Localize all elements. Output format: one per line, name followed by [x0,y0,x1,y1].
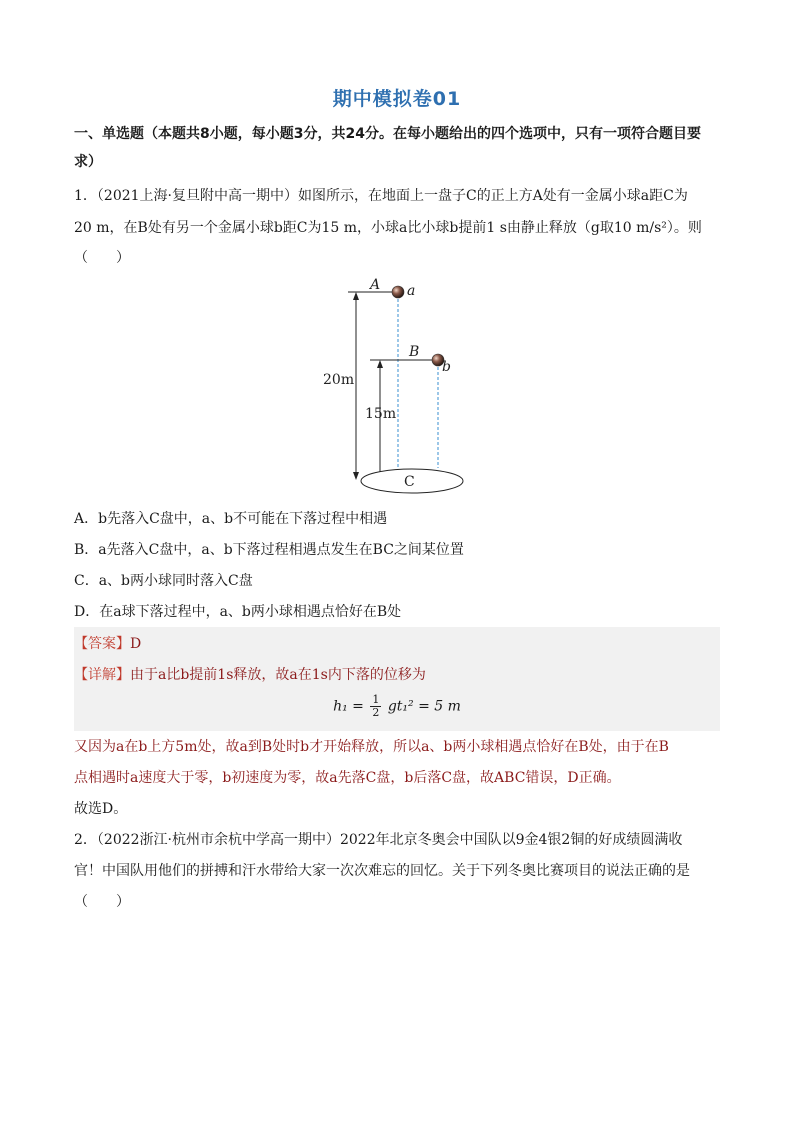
detail-line3: 点相遇时a速度大于零，b初速度为零，故a先落C盘，b后落C盘，故ABC错误，D正确。 [74,770,621,786]
q2-stem-line2: 官！中国队用他们的拼搏和汗水带给大家一次次难忘的回忆。关于下列冬奥比赛项目的说法正确的是 [74,863,690,879]
arrow-15m-top [377,360,383,368]
formula-lhs: h₁ = [333,698,364,715]
q1-stem-line3: （ ） [74,250,130,266]
detail-text1: 由于a比b提前1s释放，故a在1s内下落的位移为 [130,667,426,683]
arrow-20m-bottom [353,472,359,480]
answer-line [74,634,720,654]
formula-num: 1 [372,693,380,706]
label-C: C [404,474,415,490]
section-heading-cont: 求） [74,154,102,170]
conclusion: 故选D。 [74,801,128,817]
formula-den: 2 [372,706,380,719]
formula-fraction [370,694,381,719]
answer-tag: 【答案】 [74,636,130,652]
q2-stem-line3: （ ） [74,894,130,910]
q1-figure [318,270,478,500]
page-title: 期中模拟卷01 [332,88,462,110]
label-b: b [442,359,451,375]
q1-stem-line2: 20 m，在B处有另一个金属小球b距C为15 m，小球a比小球b提前1 s由静止释放（g取10 m/s²）。则 [74,220,702,236]
formula [0,694,794,719]
label-15m: 15m [365,406,397,422]
label-B: B [409,344,420,360]
q1-stem-line1: 1．（2021上海·复旦附中高一期中）如图所示，在地面上一盘子C的正上方A处有一金属小球a距C为 [74,188,688,204]
answer-value: D [130,636,142,652]
detail-tag: 【详解】 [74,667,130,683]
detail-line1 [74,665,720,685]
q1-option-A: A．b先落入C盘中，a、b不可能在下落过程中相遇 [74,511,388,527]
arrow-20m-top [353,292,359,300]
label-A: A [370,277,381,293]
q2-stem-line1: 2．（2022浙江·杭州市余杭中学高一期中）2022年北京冬奥会中国队以9金4银2铜的好成绩圆满收 [74,832,683,848]
formula-rhs: gt₁² = 5 m [387,698,461,715]
label-20m: 20m [323,372,355,388]
ball-a [392,286,404,298]
section-heading: 一、单选题（本题共8小题，每小题3分，共24分。在每小题给出的四个选项中，只有一项符合题目要 [74,126,701,142]
detail-line2: 又因为a在b上方5m处，故a到B处时b才开始释放，所以a、b两小球相遇点恰好在B处，由于在B [74,739,669,755]
q1-option-B: B．a先落入C盘中，a、b下落过程相遇点发生在BC之间某位置 [74,542,464,558]
q1-option-C: C．a、b两小球同时落入C盘 [74,573,253,589]
q1-option-D: D．在a球下落过程中，a、b两小球相遇点恰好在B处 [74,604,402,620]
label-a: a [407,283,416,299]
